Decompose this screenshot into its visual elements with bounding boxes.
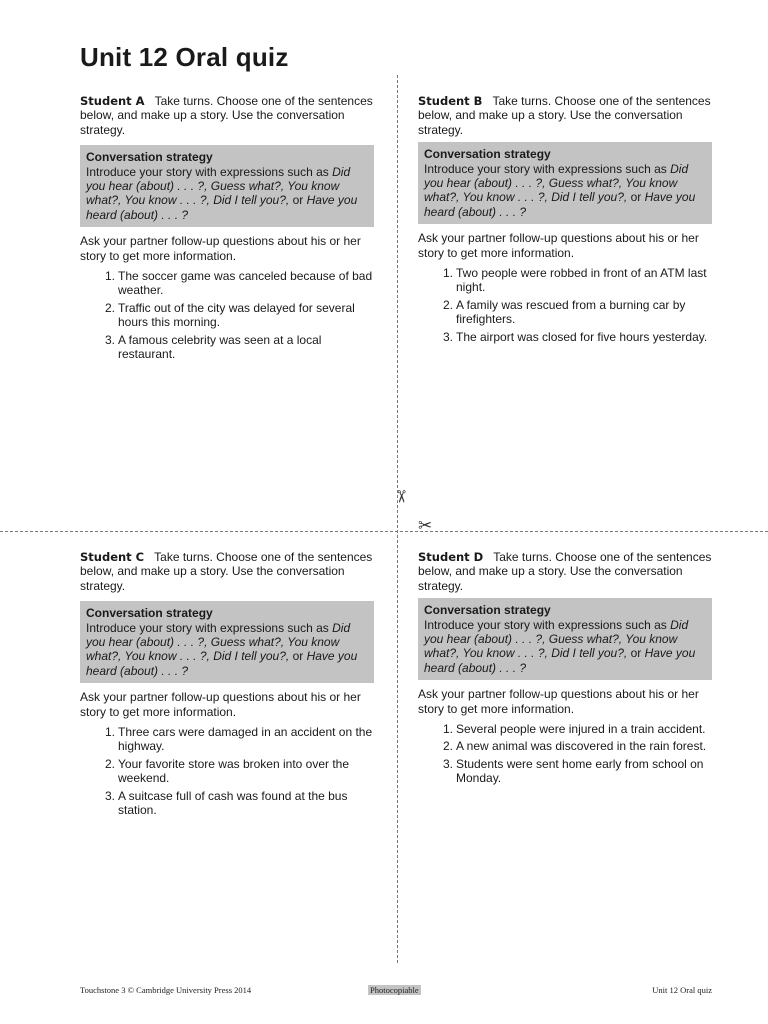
conversation-strategy-box (80, 601, 374, 683)
item-text: Students were sent home early from school on Monday. (456, 756, 704, 786)
student-label: Student A (80, 94, 145, 108)
item-text: A new animal was discovered in the rain forest. (456, 739, 707, 754)
item-number: 3. (105, 788, 116, 803)
item-number: 2. (105, 756, 116, 771)
strategy-expressions: Did you hear (about) . . . ?, Guess what?, You know what?, You know . . . ?, Did I tell you?, (86, 620, 351, 664)
list-item (105, 789, 374, 818)
list-item (443, 266, 712, 295)
instruction-text: Take turns. Choose one of the sentences below, and make up a story. Use the conversation strategy. (80, 550, 373, 593)
conversation-strategy-box (80, 145, 374, 227)
strategy-or: or (289, 193, 307, 208)
list-item (443, 739, 712, 753)
follow-up-text: Ask your partner follow-up questions about his or her story to get more information. (418, 231, 699, 260)
strategy-text (424, 618, 705, 676)
strategy-or: or (289, 649, 307, 664)
sentence-list (80, 269, 374, 361)
list-item (105, 301, 374, 330)
strategy-expressions: Did you hear (about) . . . ?, Guess what?, You know what?, You know . . . ?, Did I tell you?, (424, 617, 689, 661)
item-text: The airport was closed for five hours yesterday. (456, 329, 708, 344)
item-number: 2. (443, 739, 454, 754)
sentence-list (80, 725, 374, 817)
scissors-icon: ✂ (390, 489, 411, 504)
item-text: The soccer game was canceled because of bad weather. (118, 269, 373, 298)
strategy-or: or (627, 190, 645, 205)
vertical-cut-line (397, 75, 398, 963)
horizontal-cut-line (0, 531, 768, 532)
item-number: 1. (443, 722, 454, 737)
page-title: Unit 12 Oral quiz (80, 42, 289, 72)
item-text: Your favorite store was broken into over the weekend. (118, 756, 350, 786)
item-number: 2. (105, 300, 116, 315)
strategy-intro: Introduce your story with expressions such as (86, 620, 333, 635)
student-card-b (418, 94, 712, 347)
item-text: Traffic out of the city was delayed for several hours this morning. (118, 300, 355, 330)
student-label: Student C (80, 550, 145, 564)
strategy-title: Conversation strategy (424, 147, 551, 162)
strategy-text (424, 162, 705, 220)
strategy-text (86, 621, 367, 679)
footer-photocopiable: Photocopiable (370, 985, 419, 995)
item-number: 1. (105, 725, 116, 740)
strategy-expressions: Did you hear (about) . . . ?, Guess what?, You know what?, You know . . . ?, Did I tell you?, (86, 164, 351, 208)
list-item (105, 269, 374, 298)
sentence-list (418, 266, 712, 344)
item-number: 2. (443, 297, 454, 312)
card-instructions (418, 94, 712, 137)
strategy-expression-last: Have you heard (about) . . . ? (424, 190, 696, 219)
student-card-c (80, 550, 374, 821)
conversation-strategy-box (418, 598, 712, 680)
strategy-text (86, 165, 367, 223)
student-card-d (418, 550, 712, 789)
footer-copyright: Touchstone 3 © Cambridge University Press 2014 (80, 985, 252, 995)
conversation-strategy-box (418, 142, 712, 224)
strategy-intro: Introduce your story with expressions such as (86, 164, 333, 179)
item-text: A famous celebrity was seen at a local restaurant. (118, 332, 322, 362)
item-number: 1. (105, 269, 116, 284)
list-item (105, 757, 374, 786)
list-item (105, 725, 374, 754)
instruction-text: Take turns. Choose one of the sentences below, and make up a story. Use the conversation strategy. (80, 94, 373, 137)
follow-up-text: Ask your partner follow-up questions about his or her story to get more information. (80, 690, 361, 719)
student-label: Student D (418, 550, 484, 564)
strategy-expression-last: Have you heard (about) . . . ? (86, 649, 358, 678)
student-card-a (80, 94, 374, 365)
strategy-expression-last: Have you heard (about) . . . ? (86, 193, 358, 222)
item-text: A family was rescued from a burning car by firefighters. (456, 297, 686, 327)
strategy-title: Conversation strategy (424, 603, 551, 618)
strategy-expressions: Did you hear (about) . . . ?, Guess what?, You know what?, You know . . . ?, Did I tell you?, (424, 161, 689, 205)
footer-unit-label: Unit 12 Oral quiz (652, 985, 712, 995)
card-instructions (418, 550, 712, 593)
list-item (443, 757, 712, 786)
list-item (443, 722, 712, 736)
item-number: 3. (443, 756, 454, 771)
follow-up-text: Ask your partner follow-up questions about his or her story to get more information. (418, 687, 699, 716)
strategy-title: Conversation strategy (86, 150, 213, 165)
item-number: 3. (105, 332, 116, 347)
instruction-text: Take turns. Choose one of the sentences below, and make up a story. Use the conversation strategy. (418, 550, 712, 593)
card-instructions (80, 550, 374, 593)
strategy-expression-last: Have you heard (about) . . . ? (424, 646, 696, 675)
item-number: 3. (443, 329, 454, 344)
strategy-intro: Introduce your story with expressions such as (424, 161, 671, 176)
list-item (443, 330, 712, 344)
follow-up-text: Ask your partner follow-up questions about his or her story to get more information. (80, 234, 361, 263)
item-text: Several people were injured in a train accident. (456, 722, 706, 737)
item-text: Three cars were damaged in an accident on the highway. (118, 725, 373, 754)
list-item (443, 298, 712, 327)
instruction-text: Take turns. Choose one of the sentences below, and make up a story. Use the conversation strategy. (418, 94, 711, 137)
scissors-icon: ✂ (418, 516, 433, 536)
strategy-or: or (627, 646, 645, 661)
item-text: A suitcase full of cash was found at the bus station. (118, 788, 348, 818)
list-item (105, 333, 374, 362)
card-instructions (80, 94, 374, 137)
item-text: Two people were robbed in front of an ATM last night. (456, 266, 707, 295)
sentence-list (418, 722, 712, 786)
student-label: Student B (418, 94, 483, 108)
strategy-intro: Introduce your story with expressions such as (424, 617, 671, 632)
strategy-title: Conversation strategy (86, 606, 213, 621)
item-number: 1. (443, 266, 454, 281)
